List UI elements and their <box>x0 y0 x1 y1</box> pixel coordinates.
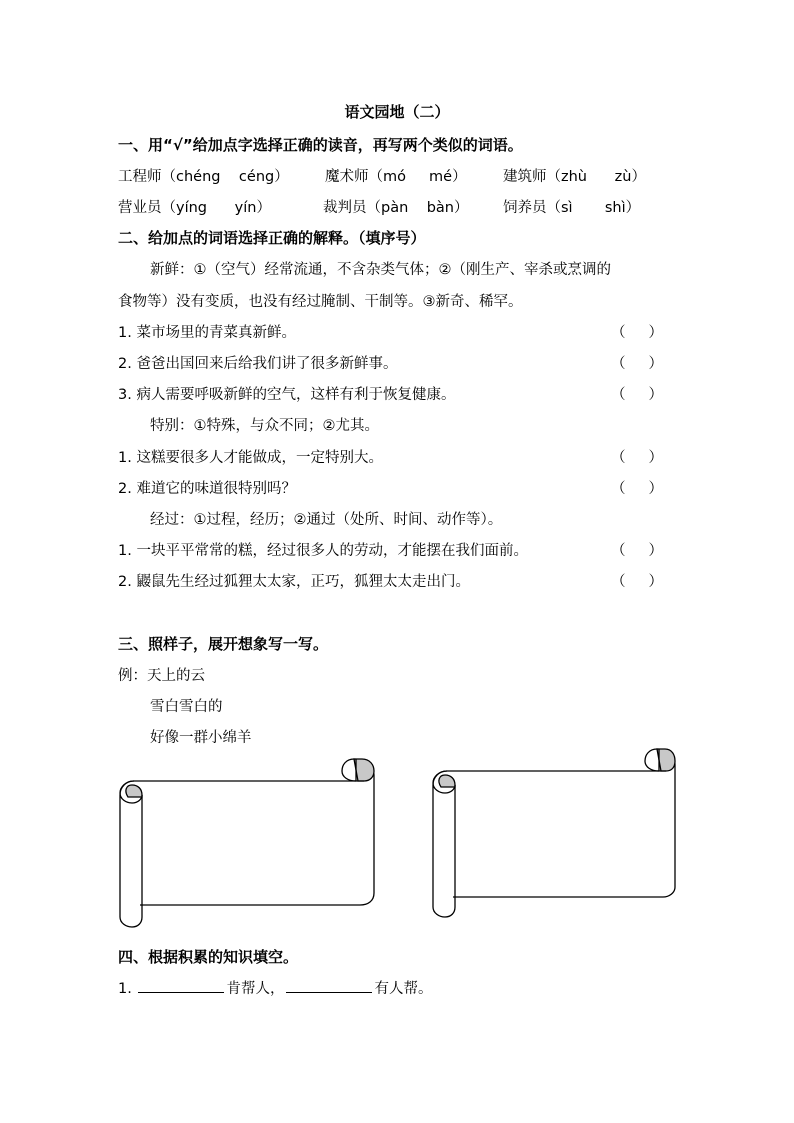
section2-heading: 二、给加点的词语选择正确的解释。（填序号） <box>118 229 426 247</box>
question-text: 有人帮。 <box>374 981 433 997</box>
question-text: 1. 菜市场里的青菜真新鲜。 <box>118 325 296 341</box>
definition-line: 经过：①过程，经历；②通过（处所、时间、动作等）。 <box>150 512 503 528</box>
definition-line: 食物等）没有变质，也没有经过腌制、干制等。③新奇、稀罕。 <box>118 294 523 310</box>
pinyin-option[interactable]: sì <box>561 200 573 216</box>
section4-heading: 四、根据积累的知识填空。 <box>118 948 299 966</box>
pinyin-option[interactable]: shì <box>604 200 626 216</box>
question-text: 肯帮人， <box>226 981 285 997</box>
pinyin-option[interactable]: zù <box>614 169 632 185</box>
section1-heading: 一、用“√”给加点字选择正确的读音，再写两个类似的词语。 <box>118 136 523 154</box>
page-title: 语文园地（二） <box>344 103 450 121</box>
pinyin-word: 营业员 <box>118 200 162 216</box>
pinyin-option[interactable]: yín <box>234 200 257 216</box>
pinyin-item: 营业员（yíng yín） <box>118 200 271 216</box>
pinyin-word: 饲养员 <box>503 200 547 216</box>
fill-in-question <box>118 977 432 998</box>
answer-blank[interactable]: （ ） <box>611 387 664 403</box>
pinyin-item: 饲养员（sì shì） <box>503 200 641 216</box>
answer-blank[interactable]: （ ） <box>611 574 664 590</box>
pinyin-word: 魔术师 <box>325 169 369 185</box>
pinyin-word: 工程师 <box>118 169 162 185</box>
scroll-writing-box-left[interactable] <box>116 757 380 929</box>
definition-line: 特别：①特殊，与众不同；②尤其。 <box>150 418 379 434</box>
pinyin-option[interactable]: pàn <box>381 200 409 216</box>
fill-blank[interactable] <box>286 978 372 993</box>
answer-blank[interactable]: （ ） <box>611 450 664 466</box>
pinyin-option[interactable]: céng <box>238 169 275 185</box>
pinyin-option[interactable]: mó <box>383 169 406 185</box>
pinyin-item: 工程师（chéng céng） <box>118 169 289 185</box>
pinyin-item: 裁判员（pàn bàn） <box>323 200 469 216</box>
pinyin-item: 魔术师（mó mé） <box>325 169 467 185</box>
pinyin-option[interactable]: yíng <box>176 200 208 216</box>
pinyin-option[interactable]: mé <box>429 169 453 185</box>
pinyin-option[interactable]: bàn <box>426 200 454 216</box>
answer-blank[interactable]: （ ） <box>611 543 664 559</box>
section3-heading: 三、照样子，展开想象写一写。 <box>118 635 329 653</box>
answer-blank[interactable]: （ ） <box>611 481 664 497</box>
question-text: 3. 病人需要呼吸新鲜的空气，这样有利于恢复健康。 <box>118 387 456 403</box>
example-line: 好像一群小绵羊 <box>150 730 252 746</box>
question-number: 1. <box>118 981 132 997</box>
example-line: 雪白雪白的 <box>150 699 223 715</box>
question-text: 1. 这糕要很多人才能做成，一定特别大。 <box>118 450 383 466</box>
pinyin-word: 建筑师 <box>503 169 547 185</box>
question-text: 2. 爸爸出国回来后给我们讲了很多新鲜事。 <box>118 356 398 372</box>
example-label: 例：天上的云 <box>118 668 205 684</box>
question-text: 1. 一块平平常常的糕，经过很多人的劳动，才能摆在我们面前。 <box>118 543 528 559</box>
definition-line: 新鲜：①（空气）经常流通，不含杂类气体；②（刚生产、宰杀或烹调的 <box>150 262 611 278</box>
pinyin-option[interactable]: chéng <box>176 169 221 185</box>
scroll-writing-box-right[interactable] <box>429 747 681 919</box>
pinyin-option[interactable]: zhù <box>561 169 587 185</box>
answer-blank[interactable]: （ ） <box>611 325 664 341</box>
fill-blank[interactable] <box>138 978 224 993</box>
pinyin-word: 裁判员 <box>323 200 367 216</box>
question-text: 2. 鼹鼠先生经过狐狸太太家，正巧，狐狸太太走出门。 <box>118 574 470 590</box>
pinyin-item: 建筑师（zhù zù） <box>503 169 646 185</box>
question-text: 2. 难道它的味道很特别吗？ <box>118 481 296 497</box>
answer-blank[interactable]: （ ） <box>611 356 664 372</box>
